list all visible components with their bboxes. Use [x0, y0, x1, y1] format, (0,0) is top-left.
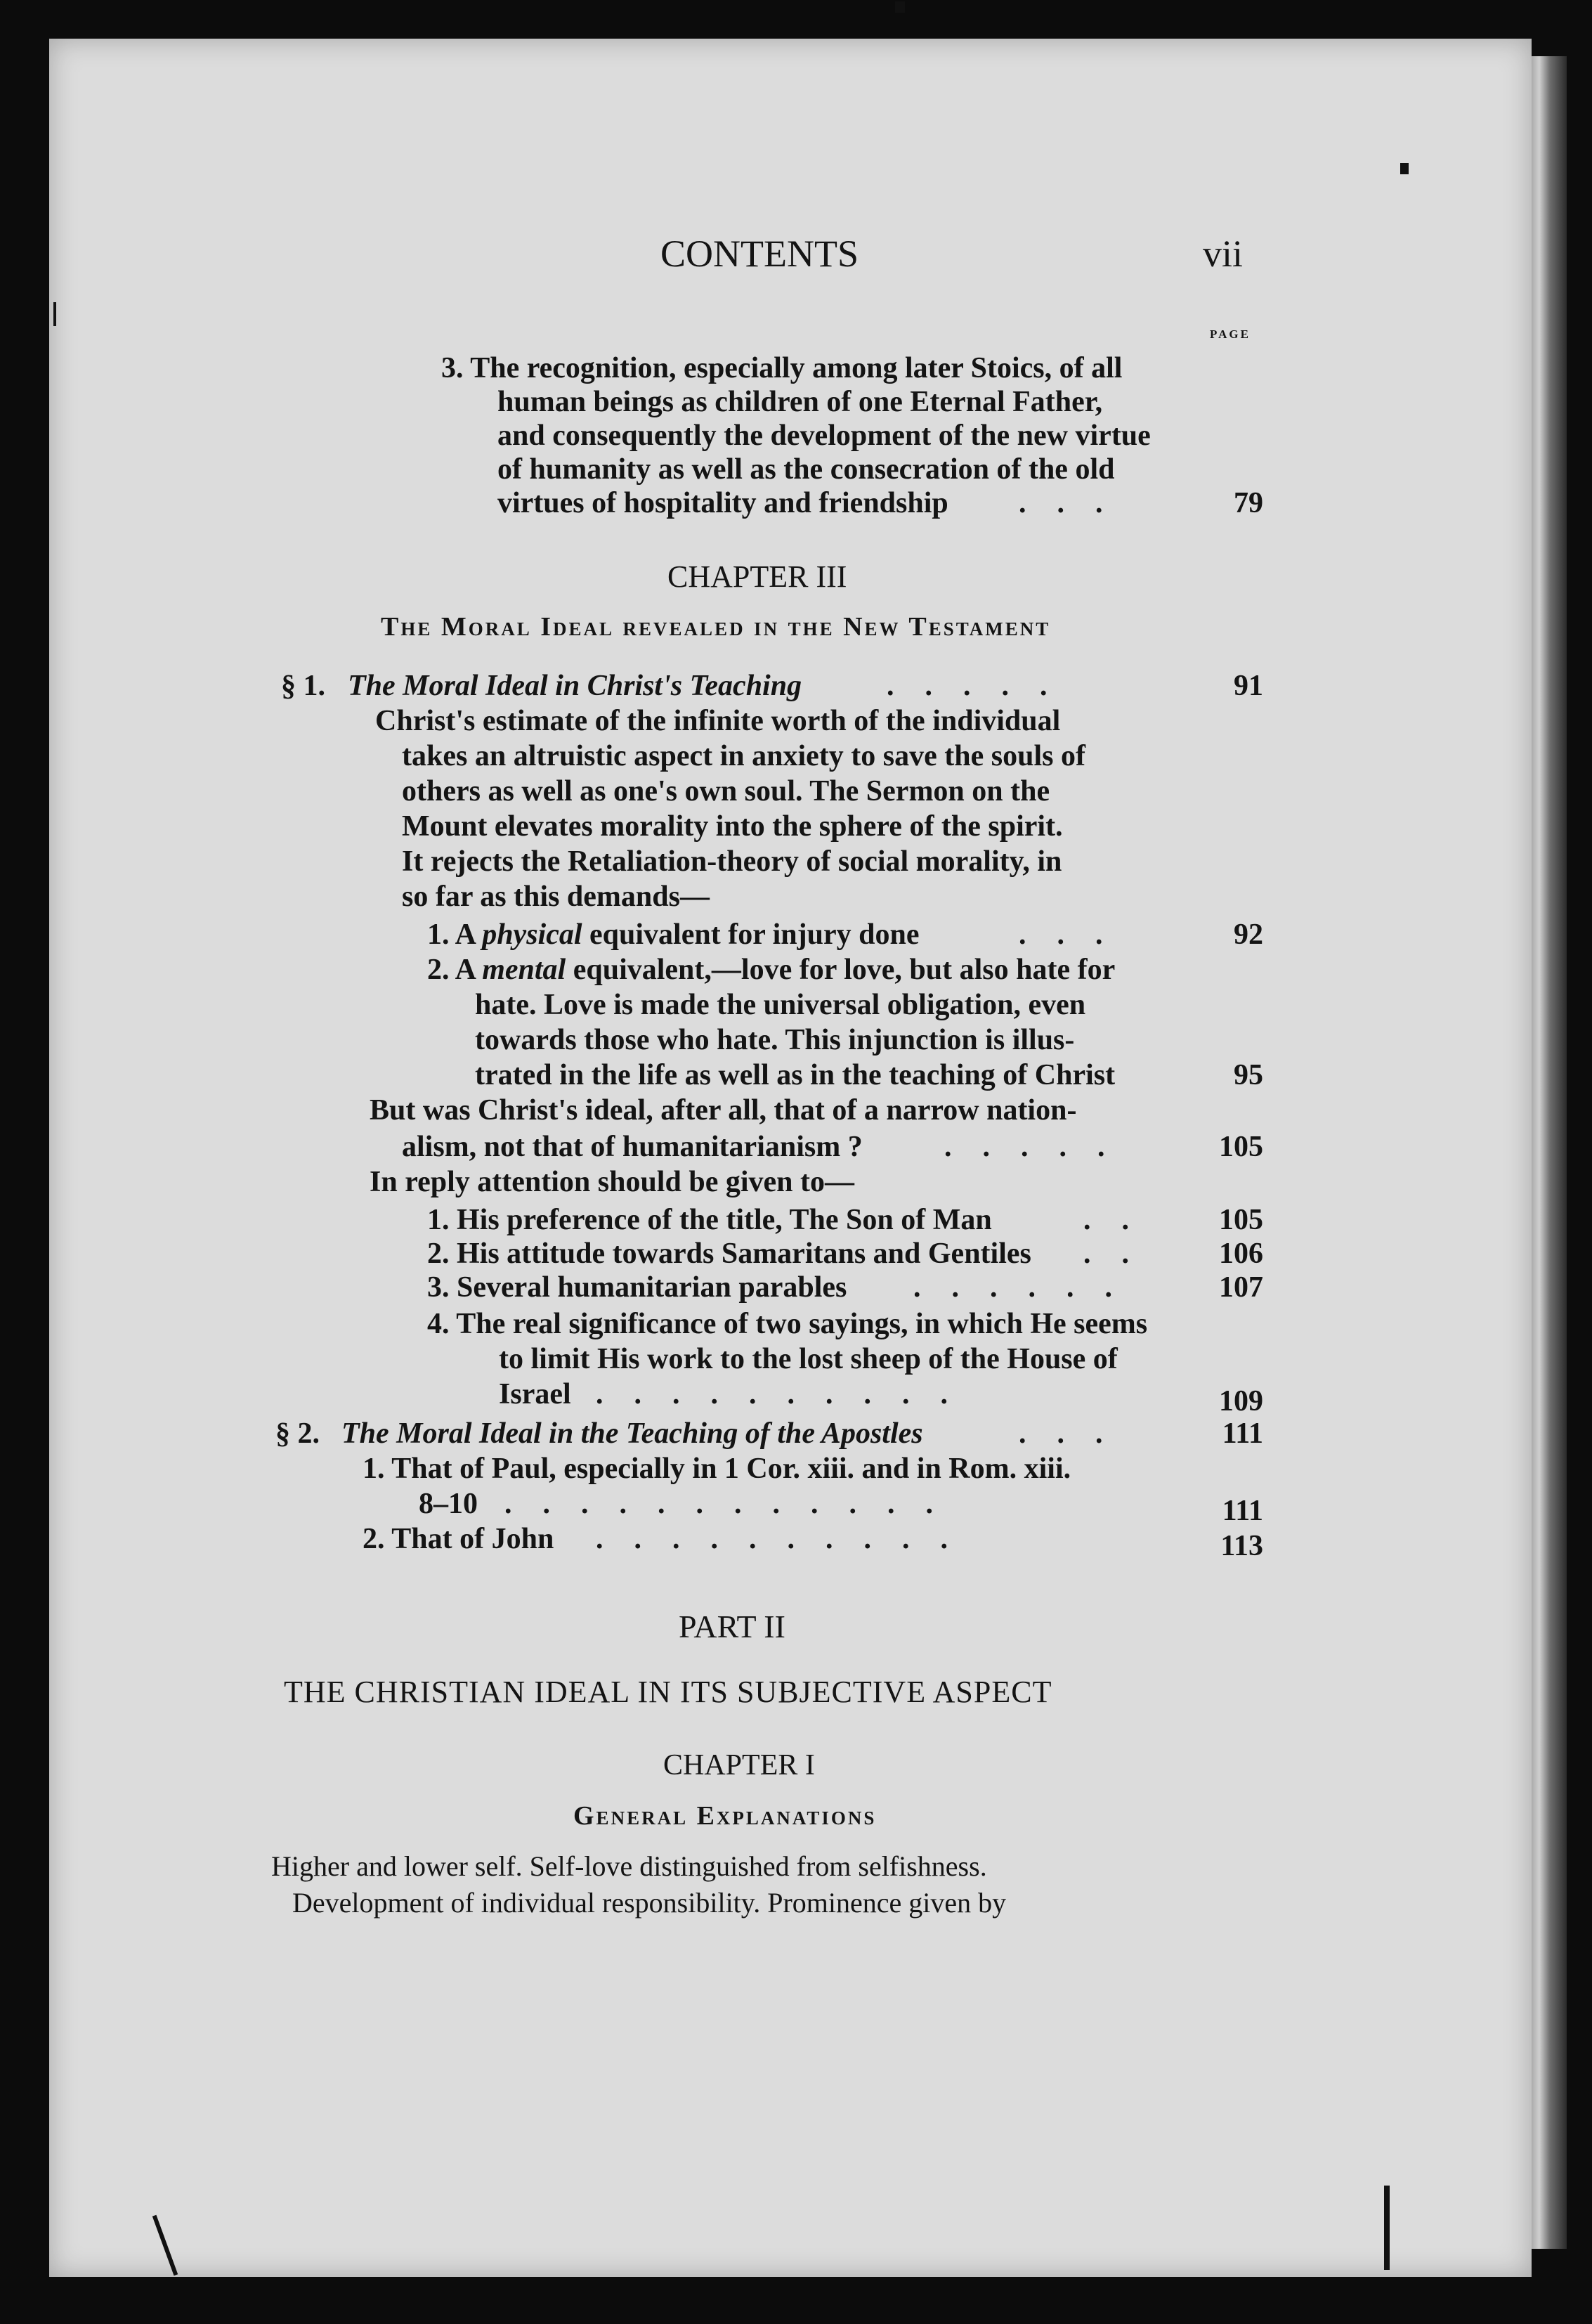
toc-line: 3. Several humanitarian parables	[427, 1271, 847, 1304]
page-number: 105	[1219, 1131, 1263, 1163]
toc-line: Israel	[499, 1378, 571, 1410]
body-line: Higher and lower self. Self-love distinguished from selfishness.	[271, 1850, 987, 1882]
toc-line: trated in the life as well as in the teaching of Christ	[475, 1059, 1116, 1091]
part-title: THE CHRISTIAN IDEAL IN ITS SUBJECTIVE ASPECT	[284, 1675, 1052, 1709]
toc-line: takes an altruistic aspect in anxiety to save the souls of	[402, 740, 1085, 772]
dot-leader: ...	[1019, 918, 1134, 951]
page-number: 109	[1219, 1385, 1263, 1417]
page-number: 111	[1222, 1495, 1263, 1527]
toc-line: so far as this demands—	[402, 881, 710, 913]
dot-leader: ..	[1083, 1204, 1160, 1236]
scan-speck	[895, 1, 905, 13]
page-number: 91	[1234, 670, 1263, 702]
toc-line: Christ's estimate of the infinite worth of the individual	[375, 705, 1061, 737]
page-number: 113	[1220, 1530, 1263, 1562]
running-head: CONTENTS	[660, 233, 859, 275]
dot-leader: ............	[504, 1488, 964, 1520]
toc-line: 1. A physical equivalent for injury done	[427, 918, 920, 951]
folio-number: vii	[1203, 233, 1244, 275]
toc-line: alism, not that of humanitarianism ?	[402, 1131, 863, 1163]
section-number: § 1.	[281, 670, 325, 702]
body-line: Development of individual responsibility. Prominence given by	[292, 1887, 1007, 1919]
toc-line: 3. The recognition, especially among later Stoics, of all	[441, 352, 1123, 384]
page-number: 107	[1219, 1271, 1263, 1304]
page-number: 106	[1219, 1238, 1263, 1270]
chapter-subtitle: General Explanations	[573, 1801, 877, 1831]
dot-leader: ...	[1019, 1417, 1134, 1450]
scan-artifact	[1384, 2186, 1390, 2270]
toc-line: 8–10	[419, 1488, 478, 1520]
dot-leader: .....	[887, 670, 1078, 702]
page-column-label: PAGE	[1210, 327, 1251, 341]
dot-leader: .....	[944, 1131, 1136, 1163]
toc-line: In reply attention should be given to—	[370, 1166, 854, 1198]
chapter-heading: CHAPTER I	[663, 1749, 815, 1781]
dot-leader: ......	[913, 1271, 1143, 1304]
toc-line: 1. That of Paul, especially in 1 Cor. xiii. and in Rom. xiii.	[363, 1453, 1071, 1485]
toc-line: towards those who hate. This injunction is illus-	[475, 1024, 1075, 1056]
section-number: § 2.	[275, 1417, 320, 1450]
toc-line: virtues of hospitality and friendship	[497, 487, 948, 519]
page-number: 105	[1219, 1204, 1263, 1236]
scan-speck	[53, 302, 56, 326]
page-number: 79	[1234, 487, 1263, 519]
chapter-heading: CHAPTER III	[667, 559, 847, 594]
section-title: The Moral Ideal in the Teaching of the Apostles	[341, 1417, 923, 1450]
toc-line: 2. His attitude towards Samaritans and Gentiles	[427, 1238, 1031, 1270]
toc-line: hate. Love is made the universal obligation, even	[475, 989, 1086, 1021]
dot-leader: ..........	[596, 1523, 979, 1555]
toc-line: and consequently the development of the new virtue	[497, 420, 1151, 452]
dot-leader: ..	[1083, 1238, 1160, 1270]
chapter-subtitle: The Moral Ideal revealed in the New Testament	[381, 612, 1051, 642]
toc-line: 2. A mental equivalent,—love for love, but also hate for	[427, 954, 1116, 986]
toc-line: to limit His work to the lost sheep of the House of	[499, 1343, 1118, 1375]
toc-line: of humanity as well as the consecration of the old	[497, 453, 1115, 486]
scan-speck	[1400, 163, 1409, 174]
toc-line: others as well as one's own soul. The Sermon on the	[402, 775, 1050, 807]
toc-line: Mount elevates morality into the sphere of the spirit.	[402, 810, 1063, 843]
dot-leader: ...	[1019, 487, 1134, 519]
page-number: 95	[1234, 1059, 1263, 1091]
toc-line: But was Christ's ideal, after all, that of a narrow nation-	[370, 1094, 1077, 1127]
part-heading: PART II	[679, 1609, 785, 1644]
toc-line: 4. The real significance of two sayings, in which He seems	[427, 1308, 1148, 1340]
page-number: 92	[1234, 918, 1263, 951]
dot-leader: ..........	[596, 1378, 979, 1410]
toc-line: 2. That of John	[363, 1523, 554, 1555]
section-title: The Moral Ideal in Christ's Teaching	[348, 670, 802, 702]
toc-line: It rejects the Retaliation-theory of social morality, in	[402, 845, 1062, 878]
toc-line: 1. His preference of the title, The Son of Man	[427, 1204, 992, 1236]
page-number: 111	[1222, 1417, 1263, 1450]
toc-line: human beings as children of one Eternal Father,	[497, 386, 1103, 418]
